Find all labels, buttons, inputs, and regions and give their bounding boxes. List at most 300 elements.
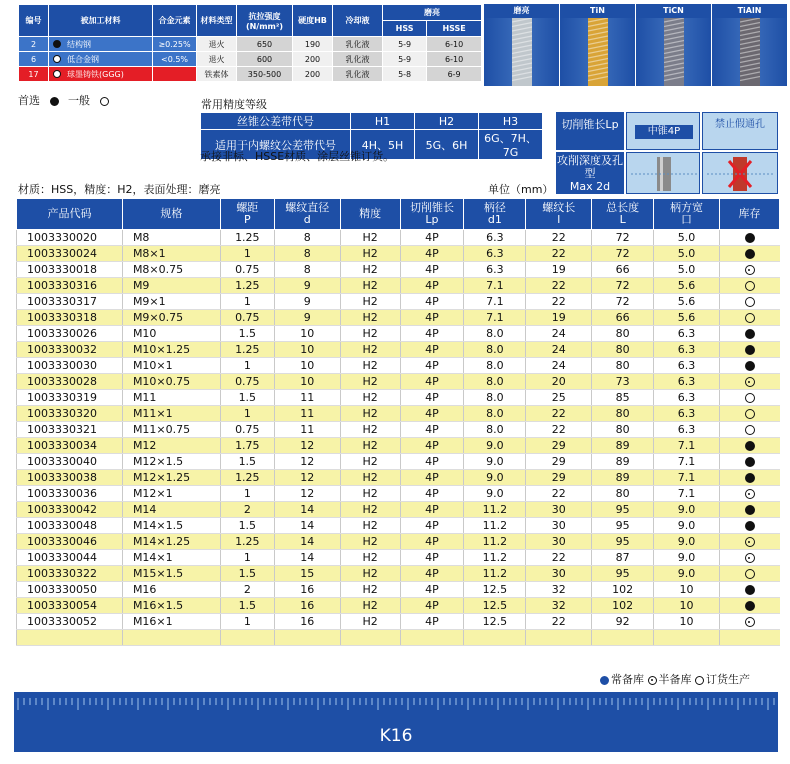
table-cell: 1.5 (220, 326, 274, 342)
mat-hb: 200 (293, 52, 333, 67)
stock-cell (720, 230, 780, 246)
table-cell: 4P (400, 246, 464, 262)
stock-full-icon (745, 233, 755, 243)
table-row (17, 438, 780, 454)
table-cell: 4P (400, 294, 464, 310)
mat-hb: 190 (293, 37, 333, 52)
table-cell: 11.2 (464, 502, 526, 518)
table-cell: H2 (340, 566, 400, 582)
table-cell: 4P (400, 438, 464, 454)
cut-cone-value: 中锥4P (635, 125, 693, 139)
table-cell: 1003330048 (17, 518, 123, 534)
table-cell: H2 (340, 422, 400, 438)
filled-circle-icon (50, 97, 59, 106)
table-cell: 4P (400, 422, 464, 438)
through-hole-figure (702, 152, 778, 194)
table-cell: 95 (592, 534, 654, 550)
table-cell: 15 (274, 566, 340, 582)
mat-name-cell (49, 67, 153, 82)
table-cell (654, 630, 720, 646)
tap-icon (664, 18, 684, 86)
table-row (17, 294, 780, 310)
mat-type: 退火 (197, 52, 237, 67)
stock-cell (720, 342, 780, 358)
table-cell: 1003330316 (17, 278, 123, 294)
table-cell: M12 (122, 438, 220, 454)
table-cell: 1003330018 (17, 262, 123, 278)
column-header-line1: 总长度 (606, 201, 640, 214)
table-cell: 19 (526, 310, 592, 326)
table-cell: 25 (526, 390, 592, 406)
column-header-line1: 切削锥长 (409, 201, 454, 214)
col-tensile: 抗拉强度(N/mm²) (237, 5, 293, 37)
column-header (122, 199, 220, 230)
table-cell: 1003330038 (17, 470, 123, 486)
table-cell: M8×1 (122, 246, 220, 262)
unit-label: 单位（mm） (488, 183, 554, 196)
table-cell: 5.6 (654, 294, 720, 310)
table-cell: 11 (274, 406, 340, 422)
stock-cell (720, 406, 780, 422)
table-cell: 1.25 (220, 342, 274, 358)
table-row (17, 390, 780, 406)
table-cell: M14×1.25 (122, 534, 220, 550)
column-header (400, 199, 464, 230)
table-cell: 1 (220, 406, 274, 422)
table-cell: 16 (274, 614, 340, 630)
table-cell: 30 (526, 566, 592, 582)
column-header-line1: 规格 (160, 207, 183, 220)
table-cell: 1003330042 (17, 502, 123, 518)
table-cell: 4P (400, 406, 464, 422)
table-cell: H2 (340, 230, 400, 246)
table-cell (464, 630, 526, 646)
table-cell: 6.3 (654, 422, 720, 438)
material-spec: 材质：HSS，精度：H2，表面处理：磨亮 (18, 183, 221, 196)
stock-full-icon (745, 521, 755, 531)
column-header (654, 199, 720, 230)
col-no: 编号 (19, 5, 49, 37)
col-material: 被加工材料 (49, 5, 153, 37)
table-cell: H2 (340, 342, 400, 358)
table-cell: 80 (592, 486, 654, 502)
table-cell: 89 (592, 438, 654, 454)
table-row (17, 614, 780, 630)
table-cell: 4P (400, 534, 464, 550)
mat-type: 退火 (197, 37, 237, 52)
legend-full: 常备库 (611, 673, 644, 686)
column-header-line2: d (303, 213, 311, 226)
table-cell: 1.5 (220, 518, 274, 534)
table-cell: 1003330050 (17, 582, 123, 598)
order-stock-icon (695, 676, 704, 685)
table-cell: 29 (526, 454, 592, 470)
table-cell: H2 (340, 486, 400, 502)
table-cell: H2 (340, 246, 400, 262)
table-cell: 1003330054 (17, 598, 123, 614)
table-cell: 10 (274, 326, 340, 342)
table-cell (592, 630, 654, 646)
table-cell: 2 (220, 582, 274, 598)
table-row (17, 598, 780, 614)
table-cell: 89 (592, 454, 654, 470)
table-row (17, 246, 780, 262)
table-cell: 4P (400, 598, 464, 614)
column-header-line2: d1 (487, 213, 502, 226)
column-header-line1: 螺纹长 (542, 201, 576, 214)
table-cell (526, 630, 592, 646)
table-cell (340, 630, 400, 646)
stock-cell (720, 246, 780, 262)
mat-tensile: 600 (237, 52, 293, 67)
column-header (17, 199, 123, 230)
table-cell: H2 (340, 518, 400, 534)
table-cell: 9.0 (654, 550, 720, 566)
coating-swatch (712, 4, 787, 86)
stock-cell (720, 502, 780, 518)
table-cell: 1.25 (220, 278, 274, 294)
mat-hsse: 6-10 (427, 37, 482, 52)
table-cell: 9.0 (654, 566, 720, 582)
tol-r2-c3: 6G、7H、7G (479, 130, 543, 160)
table-row (17, 582, 780, 598)
table-cell: 8.0 (464, 342, 526, 358)
mat-hsse: 6-9 (427, 67, 482, 82)
table-cell: 6.3 (654, 390, 720, 406)
table-cell: 1 (220, 550, 274, 566)
stock-cell (720, 438, 780, 454)
table-cell: 11 (274, 390, 340, 406)
col-coolant: 冷却液 (333, 5, 383, 37)
table-cell: 4P (400, 614, 464, 630)
mat-hsse: 6-10 (427, 52, 482, 67)
tol-r2-c2: 5G、6H (415, 130, 479, 160)
column-header-line1: 精度 (359, 207, 382, 220)
column-header (220, 199, 274, 230)
table-cell: 11.2 (464, 518, 526, 534)
table-cell: 30 (526, 518, 592, 534)
mat-name: 结构钢 (67, 39, 91, 49)
table-cell: 12.5 (464, 598, 526, 614)
table-cell: 95 (592, 566, 654, 582)
table-row (17, 230, 780, 246)
stock-half-icon (745, 537, 755, 547)
table-cell: H2 (340, 278, 400, 294)
table-cell: 16 (274, 582, 340, 598)
table-cell: 5.0 (654, 262, 720, 278)
table-cell: 80 (592, 406, 654, 422)
stock-cell (720, 470, 780, 486)
stock-full-icon (745, 473, 755, 483)
table-cell: 6.3 (654, 406, 720, 422)
table-cell: 1003330026 (17, 326, 123, 342)
table-cell: 4P (400, 374, 464, 390)
table-cell: 5.0 (654, 246, 720, 262)
table-cell: 2 (220, 502, 274, 518)
tol-r1-c0: 丝锥公差带代号 (201, 113, 351, 130)
stock-cell (720, 422, 780, 438)
table-cell: 12.5 (464, 582, 526, 598)
table-cell: 10 (654, 598, 720, 614)
table-cell: 8 (274, 262, 340, 278)
column-header-line2: L (619, 213, 626, 226)
column-header-line1: 螺纹直径 (285, 201, 330, 214)
table-cell: 102 (592, 598, 654, 614)
table-cell: 22 (526, 550, 592, 566)
col-hardness: 硬度HB (293, 5, 333, 37)
table-cell: 10 (654, 582, 720, 598)
table-cell: 22 (526, 486, 592, 502)
mat-coolant: 乳化液 (333, 67, 383, 82)
table-cell: 6.3 (464, 262, 526, 278)
column-header (720, 199, 780, 230)
stock-ring-icon (745, 313, 755, 323)
table-cell: 8.0 (464, 422, 526, 438)
depth-value: Max 2d (569, 180, 611, 193)
table-cell: 80 (592, 326, 654, 342)
table-row (17, 342, 780, 358)
half-stock-icon (648, 676, 657, 685)
table-cell: M11×0.75 (122, 422, 220, 438)
table-row (17, 518, 780, 534)
column-header (526, 199, 592, 230)
depth-label (556, 152, 624, 194)
table-cell: 22 (526, 230, 592, 246)
table-cell: 8 (274, 230, 340, 246)
table-cell: H2 (340, 598, 400, 614)
column-header-line2: Lp (425, 213, 439, 226)
table-row (17, 454, 780, 470)
stock-cell (720, 310, 780, 326)
column-header-line2: 口 (681, 213, 693, 226)
table-cell: 1003330028 (17, 374, 123, 390)
stock-half-icon (745, 489, 755, 499)
column-header-line1: 柄方宽 (670, 201, 704, 214)
table-cell: 66 (592, 310, 654, 326)
stock-full-icon (745, 505, 755, 515)
table-cell: 9.0 (654, 534, 720, 550)
material-symbol-icon (53, 70, 61, 78)
col-hss: HSS (383, 21, 427, 37)
table-cell: 1003330321 (17, 422, 123, 438)
table-cell: M10×1.25 (122, 342, 220, 358)
table-cell: 4P (400, 518, 464, 534)
table-cell: 8.0 (464, 358, 526, 374)
table-cell: M8 (122, 230, 220, 246)
table-row (17, 422, 780, 438)
mat-name: 低合金钢 (67, 54, 99, 64)
table-cell: M12×1 (122, 486, 220, 502)
table-cell: H2 (340, 438, 400, 454)
column-header-line1: 柄径 (483, 201, 506, 214)
table-cell: H2 (340, 374, 400, 390)
table-cell: 0.75 (220, 310, 274, 326)
mat-type: 铁素体 (197, 67, 237, 82)
table-cell: 1.5 (220, 566, 274, 582)
table-cell: 0.75 (220, 262, 274, 278)
table-cell: 12 (274, 438, 340, 454)
table-cell: 20 (526, 374, 592, 390)
tolerance-title: 常用精度等级 (201, 98, 267, 111)
blind-hole-icon (627, 153, 701, 195)
cut-cone-figure (626, 112, 700, 150)
table-cell: 1.25 (220, 230, 274, 246)
mat-hss: 5-9 (383, 37, 427, 52)
table-cell: 9.0 (464, 454, 526, 470)
table-cell: 10 (654, 614, 720, 630)
ruler-ticks (14, 698, 778, 710)
table-cell: 9.0 (464, 486, 526, 502)
table-cell: M15×1.5 (122, 566, 220, 582)
table-cell: M14 (122, 502, 220, 518)
stock-ring-icon (745, 425, 755, 435)
stock-cell (720, 358, 780, 374)
stock-cell (720, 294, 780, 310)
table-cell: H2 (340, 262, 400, 278)
mat-hb: 200 (293, 67, 333, 82)
mat-no: 2 (19, 37, 49, 52)
stock-full-icon (745, 345, 755, 355)
table-cell: 72 (592, 278, 654, 294)
table-cell: 4P (400, 454, 464, 470)
table-cell: 7.1 (654, 454, 720, 470)
table-cell: 1003330034 (17, 438, 123, 454)
stock-cell (720, 486, 780, 502)
stock-cell (720, 630, 780, 646)
table-cell: M9 (122, 278, 220, 294)
tolerance-note: 承接非标、HSSE材质、涂层丝锥订货。 (200, 150, 395, 163)
tap-icon (512, 18, 532, 86)
stock-ring-icon (745, 393, 755, 403)
table-cell: 4P (400, 342, 464, 358)
table-cell: 7.1 (654, 470, 720, 486)
table-cell: H2 (340, 614, 400, 630)
table-row (17, 566, 780, 582)
table-cell: 5.0 (654, 230, 720, 246)
table-cell: 95 (592, 502, 654, 518)
general-label: 一般 (68, 94, 90, 107)
material-row (19, 67, 482, 82)
table-cell: 1.5 (220, 454, 274, 470)
tol-r2-c1: 4H、5H (351, 130, 415, 160)
table-cell (400, 630, 464, 646)
material-row (19, 37, 482, 52)
table-cell: M11×1 (122, 406, 220, 422)
table-cell: 1003330020 (17, 230, 123, 246)
page-number: K16 (379, 726, 413, 746)
table-cell: 4P (400, 582, 464, 598)
table-cell: 4P (400, 486, 464, 502)
column-header-line1: 产品代码 (47, 207, 92, 220)
table-cell: 4P (400, 502, 464, 518)
table-cell: 11.2 (464, 550, 526, 566)
mat-name: 球墨铸铁(GGG) (67, 69, 124, 79)
stock-half-icon (745, 617, 755, 627)
mat-alloy: <0.5% (153, 52, 197, 67)
table-cell: M9×0.75 (122, 310, 220, 326)
column-header-line1: 螺距 (236, 201, 259, 214)
forbidden-icon (703, 153, 779, 195)
table-cell: 8.0 (464, 326, 526, 342)
table-cell: 10 (274, 358, 340, 374)
table-cell: H2 (340, 358, 400, 374)
tap-icon (588, 18, 608, 86)
material-table (18, 4, 482, 82)
material-symbol-icon (53, 55, 61, 63)
table-cell: 1003330317 (17, 294, 123, 310)
stock-half-icon (745, 553, 755, 563)
table-cell: 1.5 (220, 390, 274, 406)
table-cell: 5.6 (654, 278, 720, 294)
table-cell: 7.1 (464, 310, 526, 326)
table-row (17, 262, 780, 278)
table-cell: 4P (400, 310, 464, 326)
table-cell: 12 (274, 454, 340, 470)
table-cell: 95 (592, 518, 654, 534)
table-cell: 12 (274, 486, 340, 502)
tol-r1-c3: H3 (479, 113, 543, 130)
product-table (16, 198, 780, 646)
table-cell: 5.6 (654, 310, 720, 326)
table-cell: 1003330024 (17, 246, 123, 262)
table-cell: 92 (592, 614, 654, 630)
col-hsse: HSSE (427, 21, 482, 37)
table-cell: 1 (220, 294, 274, 310)
table-cell (220, 630, 274, 646)
stock-half-icon (745, 377, 755, 387)
table-cell: 22 (526, 278, 592, 294)
table-cell: 72 (592, 230, 654, 246)
table-cell: 1003330032 (17, 342, 123, 358)
stock-cell (720, 550, 780, 566)
table-cell: 14 (274, 502, 340, 518)
table-cell: 4P (400, 358, 464, 374)
column-header (592, 199, 654, 230)
stock-full-icon (745, 457, 755, 467)
tol-r2-c0: 适用于内螺纹公差带代号 (201, 130, 351, 160)
table-cell: M12×1.25 (122, 470, 220, 486)
table-row (17, 374, 780, 390)
stock-cell (720, 582, 780, 598)
table-cell: 9 (274, 294, 340, 310)
stock-ring-icon (745, 281, 755, 291)
tap-icon (740, 18, 760, 86)
table-cell: 85 (592, 390, 654, 406)
stock-cell (720, 454, 780, 470)
col-alloy: 合金元素 (153, 5, 197, 37)
table-cell: 8 (274, 246, 340, 262)
table-cell: 80 (592, 358, 654, 374)
coating-label: TiAlN (712, 4, 787, 18)
stock-half-icon (745, 265, 755, 275)
table-cell: 4P (400, 566, 464, 582)
table-cell (122, 630, 220, 646)
table-cell: 1003330320 (17, 406, 123, 422)
material-row (19, 52, 482, 67)
table-cell: H2 (340, 582, 400, 598)
table-cell: 8.0 (464, 406, 526, 422)
table-cell: 4P (400, 230, 464, 246)
table-cell: 32 (526, 598, 592, 614)
coating-swatch (484, 4, 559, 86)
table-cell: 1003330046 (17, 534, 123, 550)
table-cell: H2 (340, 406, 400, 422)
table-cell: 1.75 (220, 438, 274, 454)
table-cell: 0.75 (220, 422, 274, 438)
table-cell: 1003330044 (17, 550, 123, 566)
stock-cell (720, 614, 780, 630)
table-cell: 7.1 (654, 486, 720, 502)
